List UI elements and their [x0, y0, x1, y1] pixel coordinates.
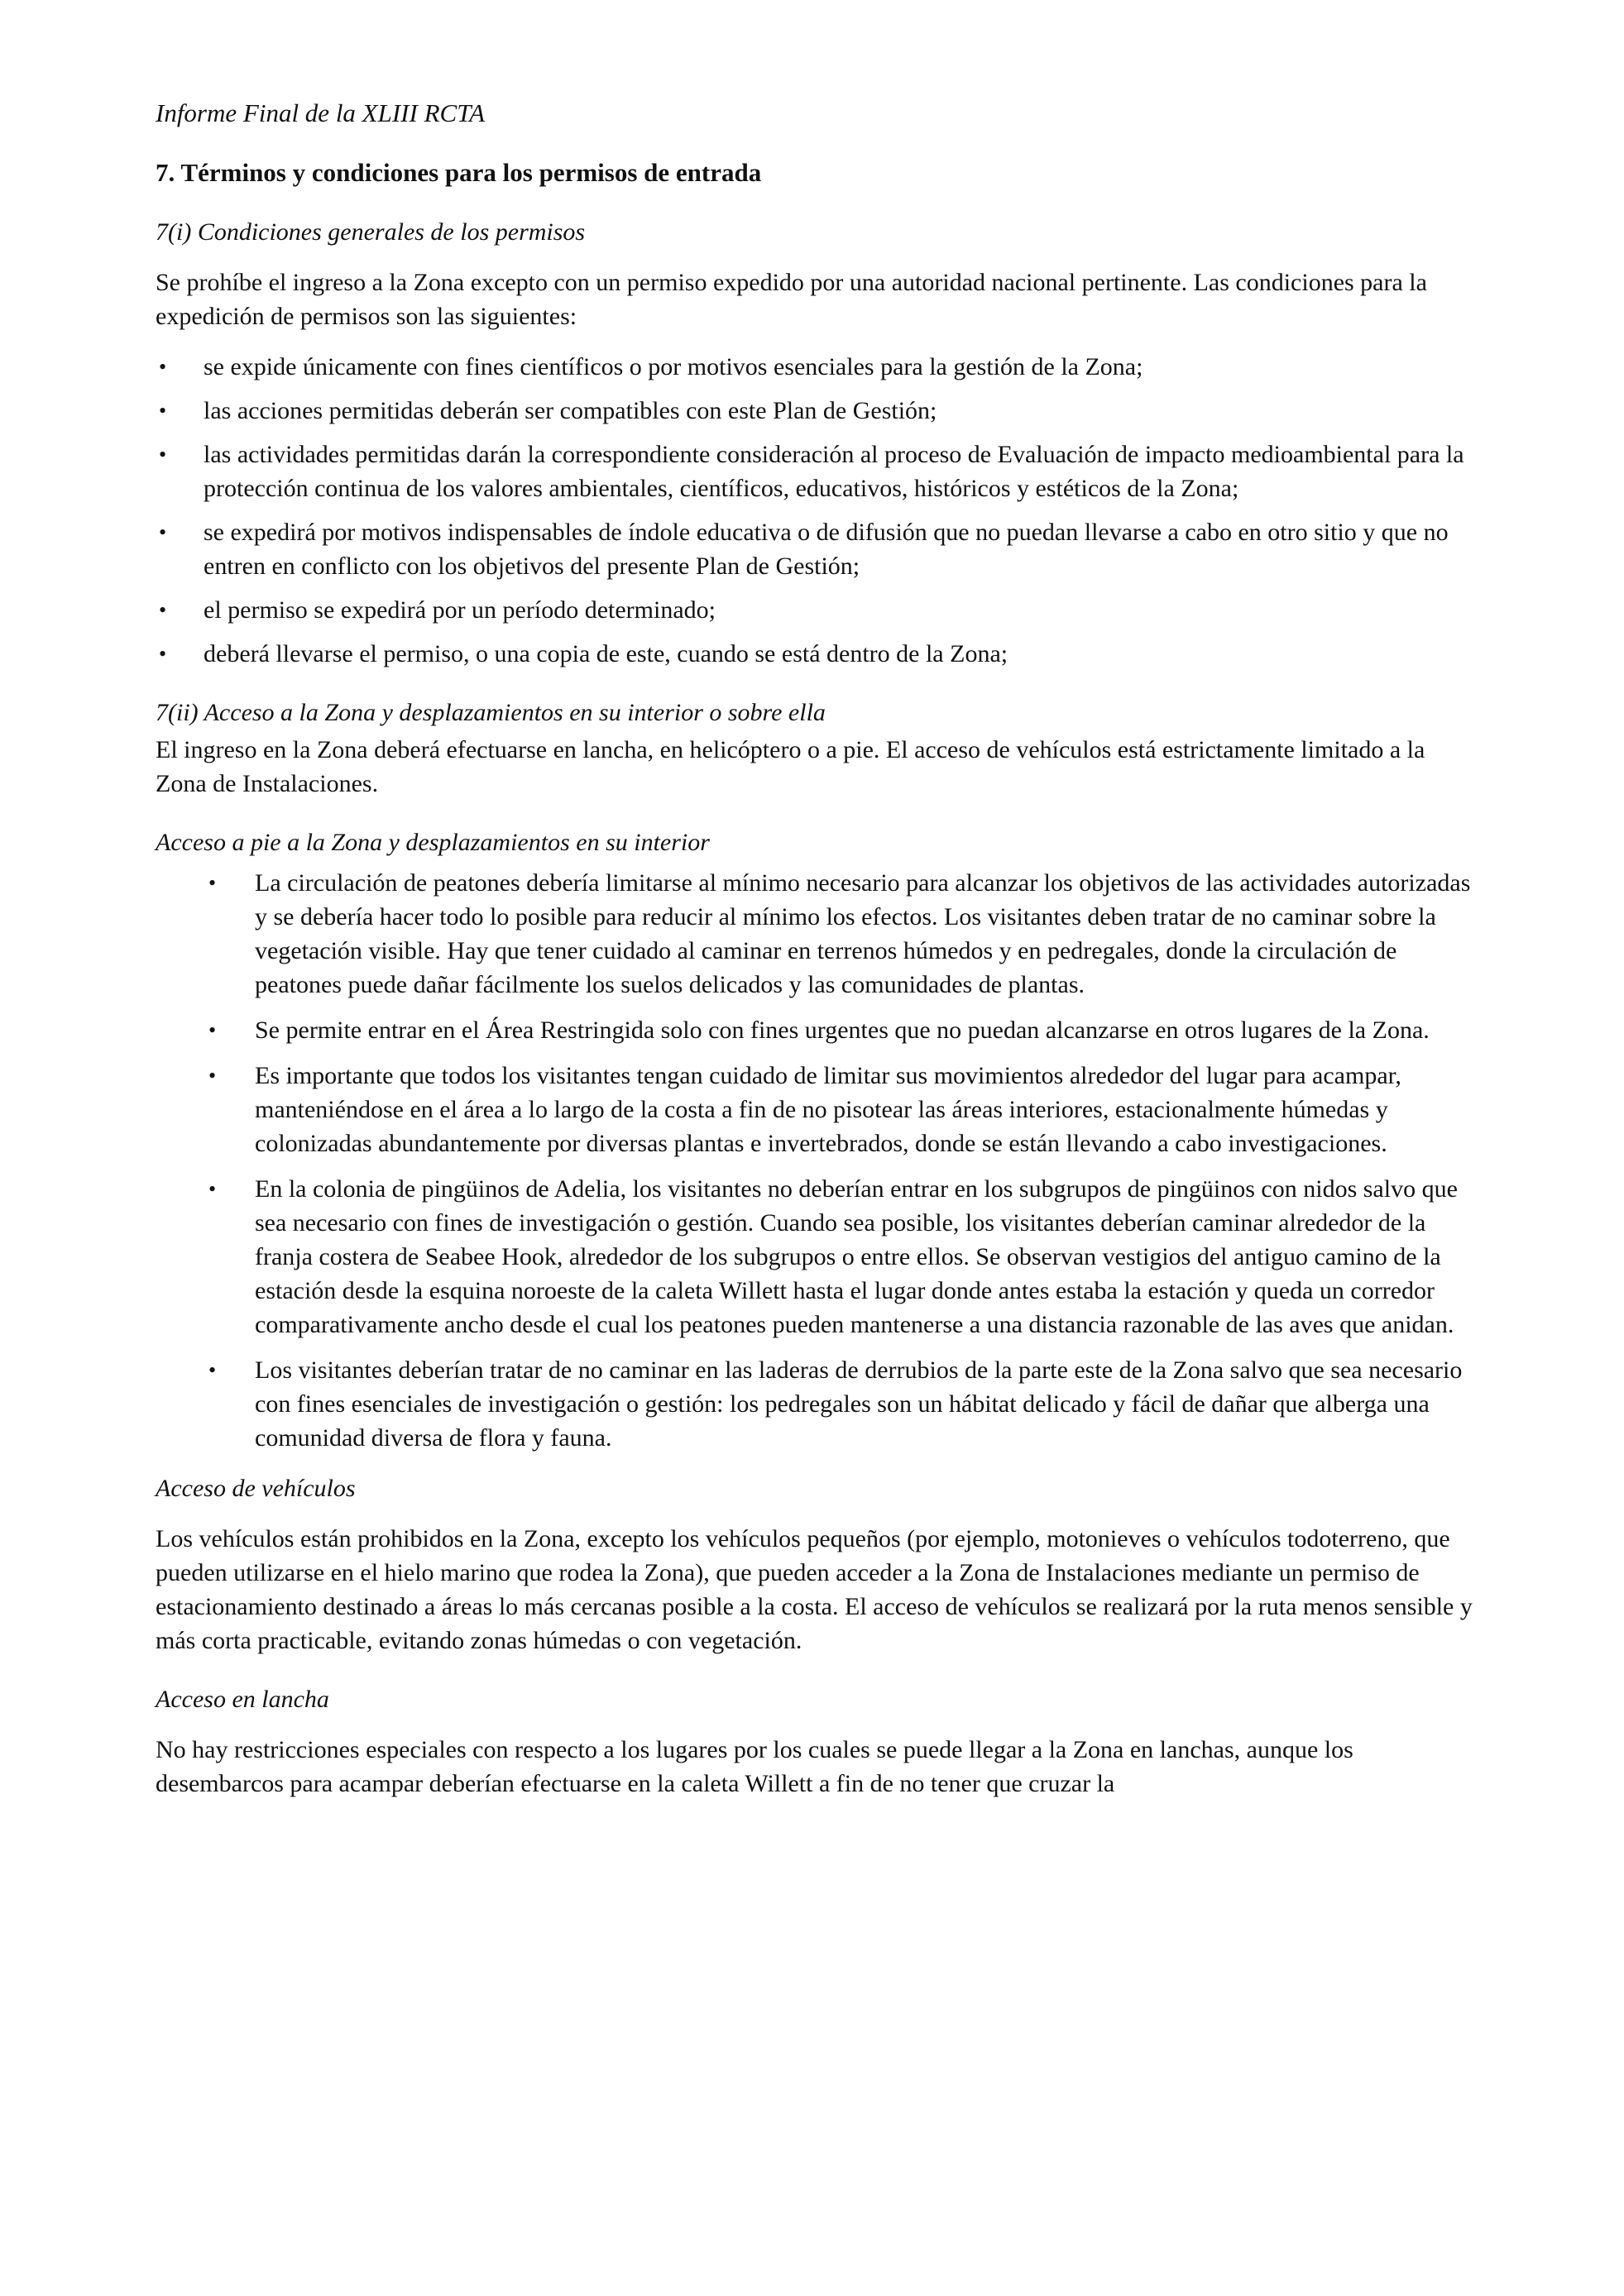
bullet-icon: •: [159, 598, 167, 622]
list-item-text: Es importante que todos los visitantes tengan cuidado de limitar sus movimientos alrededor del lugar para acampar, manteniéndose en el área a lo largo de la costa a fin de no pisotear las áreas interiores, estacionalmente húmedas y colonizadas abundantemente por diversas plantas e invertebrados, donde se están llevando a cabo investigaciones.: [255, 1062, 1401, 1157]
list-item: [156, 1013, 1479, 1047]
vehicle-access-heading: Acceso de vehículos: [156, 1475, 356, 1502]
bullet-icon: •: [159, 355, 167, 379]
list-item: [156, 1059, 1479, 1160]
list-item: [156, 515, 1479, 583]
boat-access-text: No hay restricciones especiales con respecto a los lugares por los cuales se puede llegar a la Zona en lanchas, aunque los desembarcos para acampar deberían efectuarse en la caleta Willett a fin de no tener que cruzar la: [156, 1736, 1353, 1797]
access-heading: 7(ii) Acceso a la Zona y desplazamientos en su interior o sobre ella: [156, 699, 826, 726]
document-page: [156, 96, 1479, 1817]
bullet-icon: •: [208, 871, 217, 895]
access-intro: El ingreso en la Zona deberá efectuarse en lancha, en helicóptero o a pie. El acceso de vehículos está estrictamente limitado a la Zona de Instalaciones.: [156, 736, 1425, 797]
vehicle-access-text: Los vehículos están prohibidos en la Zona, excepto los vehículos pequeños (por ejemplo, motonieves o vehículos todoterreno, que pueden utilizarse en el hielo marino que rodea la Zona), que pueden acceder a la Zona de Instalaciones mediante un permiso de estacionamiento destinado a áreas lo más cercanas posible a la costa. El acceso de vehículos se realizará por la ruta menos sensible y más corta practicable, evitando zonas húmedas o con vegetación.: [156, 1525, 1473, 1654]
list-item: [156, 593, 1479, 627]
list-item: [156, 637, 1479, 671]
list-item: [156, 1172, 1479, 1342]
foot-access-heading: Acceso a pie a la Zona y desplazamientos en su interior: [156, 829, 710, 856]
list-item-text: se expide únicamente con fines científicos o por motivos esenciales para la gestión de la Zona;: [204, 353, 1143, 380]
boat-access-heading: Acceso en lancha: [156, 1686, 329, 1713]
list-item: [156, 350, 1479, 384]
list-item: [156, 394, 1479, 428]
list-item-text: La circulación de peatones debería limitarse al mínimo necesario para alcanzar los objetivos de las actividades autorizadas y se debería hacer todo lo posible para reducir al mínimo los efectos. Los visitantes deben tratar de no caminar sobre la vegetación visible. Hay que tener cuidado al caminar en terrenos húmedos y en pedregales, donde la circulación de peatones puede dañar fácilmente los suelos delicados y las comunidades de plantas.: [255, 869, 1471, 998]
bullet-icon: •: [208, 1018, 217, 1042]
foot-access-list: [156, 866, 1479, 1455]
running-header: Informe Final de la XLIII RCTA: [156, 98, 486, 127]
general-conditions-list: [156, 350, 1479, 671]
bullet-icon: •: [208, 1064, 217, 1088]
list-item-text: se expedirá por motivos indispensables de índole educativa o de difusión que no puedan llevarse a cabo en otro sitio y que no entren en conflicto con los objetivos del presente Plan de Gestión;: [204, 519, 1449, 580]
list-item-text: Se permite entrar en el Área Restringida solo con fines urgentes que no puedan alcanzarse en otros lugares de la Zona.: [255, 1016, 1430, 1044]
bullet-icon: •: [208, 1177, 217, 1201]
bullet-icon: •: [159, 442, 167, 466]
bullet-icon: •: [159, 399, 167, 423]
bullet-icon: •: [159, 520, 167, 544]
bullet-icon: •: [208, 1358, 217, 1382]
list-item-text: Los visitantes deberían tratar de no caminar en las laderas de derrubios de la parte este de la Zona salvo que sea necesario con fines esenciales de investigación o gestión: los pedregales son un hábitat delicado y fácil de dañar que alberga una comunidad diversa de flora y fauna.: [255, 1356, 1463, 1452]
list-item-text: las acciones permitidas deberán ser compatibles con este Plan de Gestión;: [204, 397, 937, 424]
list-item: [156, 1353, 1479, 1455]
list-item-text: deberá llevarse el permiso, o una copia de este, cuando se está dentro de la Zona;: [204, 640, 1008, 667]
list-item-text: el permiso se expedirá por un período determinado;: [204, 596, 716, 624]
general-conditions-intro: Se prohíbe el ingreso a la Zona excepto con un permiso expedido por una autoridad nacional pertinente. Las condiciones para la expedición de permisos son las siguientes:: [156, 269, 1427, 330]
general-conditions-heading: 7(i) Condiciones generales de los permisos: [156, 218, 586, 246]
section-title: 7. Términos y condiciones para los permisos de entrada: [156, 158, 762, 187]
bullet-icon: •: [159, 642, 167, 666]
list-item: [156, 438, 1479, 505]
list-item: [156, 866, 1479, 1002]
list-item-text: las actividades permitidas darán la correspondiente consideración al proceso de Evaluación de impacto medioambiental para la protección continua de los valores ambientales, científicos, educativos, históricos y estéticos de la Zona;: [204, 441, 1464, 502]
list-item-text: En la colonia de pingüinos de Adelia, los visitantes no deberían entrar en los subgrupos de pingüinos con nidos salvo que sea necesario con fines de investigación o gestión. Cuando sea posible, los visitantes deberían caminar alrededor de la franja costera de Seabee Hook, alrededor de los subgrupos o entre ellos. Se observan vestigios del antiguo camino de la estación desde la esquina noroeste de la caleta Willett hasta el lugar donde antes estaba la estación y queda un corredor comparativamente ancho desde el cual los peatones pueden mantenerse a una distancia razonable de las aves que anidan.: [255, 1175, 1458, 1338]
